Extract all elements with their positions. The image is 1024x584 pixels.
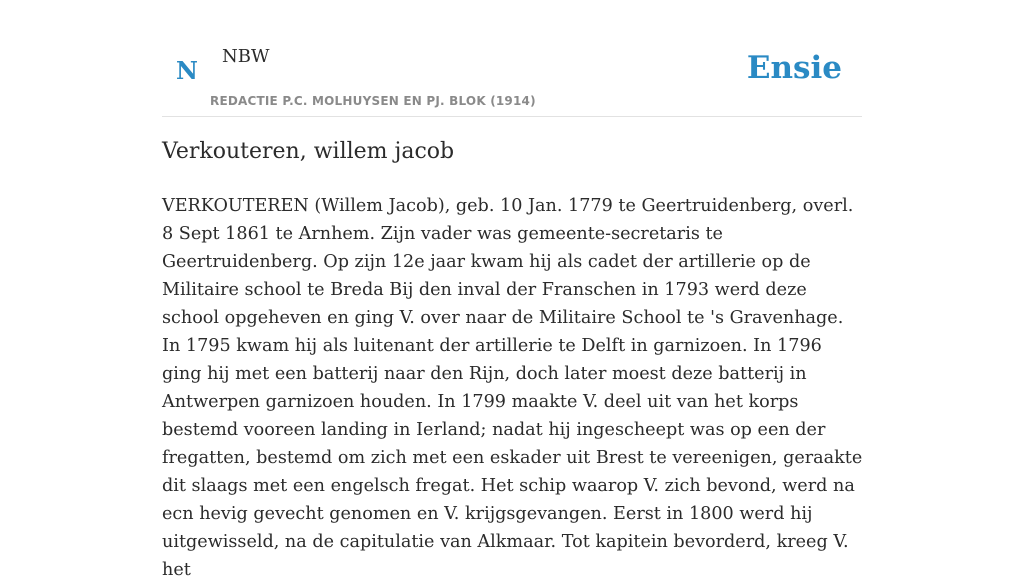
source-subtitle: REDACTIE P.C. MOLHUYSEN EN PJ. BLOK (1914) <box>210 94 536 108</box>
article-body: VERKOUTEREN (Willem Jacob), geb. 10 Jan. 1779 te Geertruidenberg, overl. 8 Sept 1861 te Arnhem. Zijn vader was gemeente-secretaris te Geertruidenberg. Op zijn 12e jaar kwam hij als cadet der artillerie op de Militaire school te Breda Bij den inval der Franschen in 1793 werd deze school opgeheven en ging V. over naar de Militaire School te 's Gravenhage. In 1795 kwam hij als luitenant der artillerie te Delft in garnizoen. In 1796 ging hij met een batterij naar den Rijn, doch later moest deze batterij in Antwerpen garnizoen houden. In 1799 maakte V. deel uit van het korps bestemd vooreen landing in Ierland; nadat hij ingescheept was op een der fregatten, bestemd om zich met een eskader uit Brest te vereenigen, geraakte dit slaags met een engelsch fregat. Het schip waarop V. zich bevond, werd na ecn hevig gevecht genomen en V. krijgsgevangen. Eerst in 1800 werd hij uitgewisseld, na de capitulatie van Alkmaar. Tot kapitein bevorderd, kreeg V. het <box>162 196 863 580</box>
ensie-logo[interactable]: Ensie <box>746 50 842 86</box>
article-title: Verkouteren, willem jacob <box>162 139 455 164</box>
source-logo[interactable]: N <box>176 56 198 85</box>
source-name[interactable]: NBW <box>222 46 270 67</box>
site-header <box>162 0 862 117</box>
